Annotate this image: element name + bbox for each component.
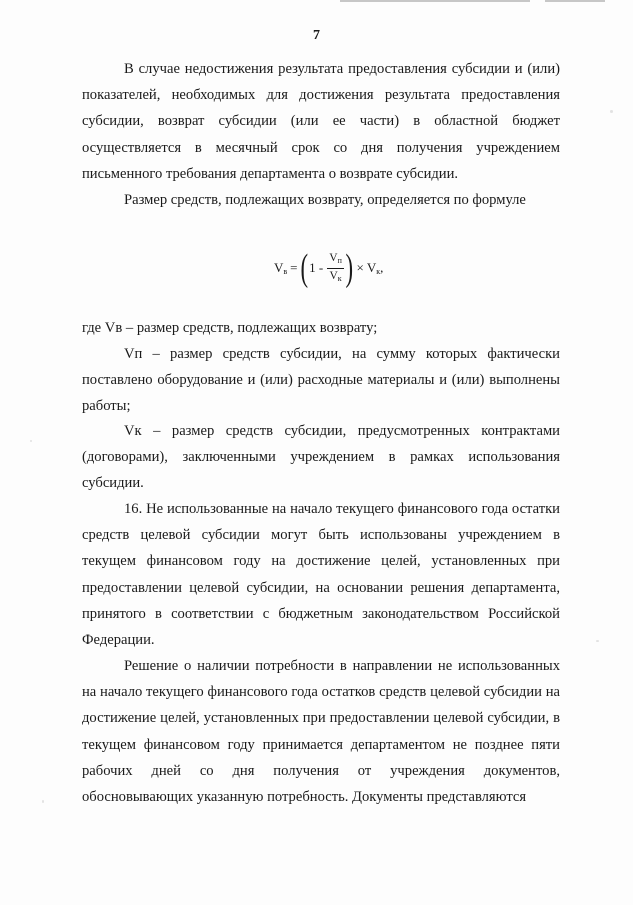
formula-tail: , bbox=[380, 260, 384, 275]
page-number: 7 bbox=[313, 28, 320, 43]
scan-speck bbox=[610, 110, 613, 113]
formula-equals: = bbox=[290, 260, 298, 275]
scan-speck bbox=[596, 640, 599, 642]
scan-edge-mark bbox=[545, 0, 605, 2]
formula-expression bbox=[274, 246, 383, 290]
scan-speck bbox=[42, 800, 44, 803]
paragraph-decision: Решение о наличии потребности в направлении не использованных на начало текущего финансового года остатков средств целевой субсидии на достижение целей, установленных при предоставлении целевой субсидии, в текущем финансовом году принимается департаментом не позднее пяти рабочих дней со дня получения от учреждения документов, обосновывающих указанную потребность. Документы представляются bbox=[82, 658, 560, 806]
formula-one-minus: 1 - bbox=[309, 260, 324, 275]
paragraph-refund-conditions: В случае недостижения результата предоставления субсидии и (или) показателей, необходимых для достижения результата предоставления субсидии, возврат субсидии (или ее части) в областной бюджет осуществляется в месячный срок со дня получения учреждением письменного требования департамента о возврате субсидии. bbox=[82, 61, 560, 182]
paragraph-vk-definition: Vк – размер средств субсидии, предусмотренных контрактами (договорами), заключенными учреждением в рамках использования субсидии. bbox=[82, 423, 560, 492]
paragraph-item-16: 16. Не использованные на начало текущего финансового года остатки средств целевой субсидии могут быть использованы учреждением в текущем финансовом году на достижение целей, установленных при предоставлении целевой субсидии, на основании решения департамента, принятого в соответствии с бюджетным законодательством Российской Федерации. bbox=[82, 501, 560, 649]
paragraph-vp-definition: Vп – размер средств субсидии, на сумму которых фактически поставлено оборудование и (или) расходные материалы и (или) выполнены работы; bbox=[82, 346, 560, 415]
formula-lhs: $V_в$ bbox=[274, 260, 288, 276]
formula-fraction bbox=[327, 251, 344, 286]
formula-close-paren: ) bbox=[345, 247, 353, 289]
paragraph-vv-definition: где Vв – размер средств, подлежащих возврату; bbox=[82, 320, 378, 336]
formula-open-paren: ( bbox=[300, 247, 308, 289]
scan-speck bbox=[30, 440, 32, 442]
formula-times: × $V_к$ bbox=[356, 260, 381, 276]
formula-denominator: $V_к$ bbox=[329, 269, 342, 283]
formula-numerator: $V_п$ bbox=[327, 251, 344, 269]
paragraph-formula-intro: Размер средств, подлежащих возврату, определяется по формуле bbox=[124, 192, 526, 208]
scan-edge-mark bbox=[340, 0, 530, 2]
refund-formula bbox=[0, 246, 633, 290]
